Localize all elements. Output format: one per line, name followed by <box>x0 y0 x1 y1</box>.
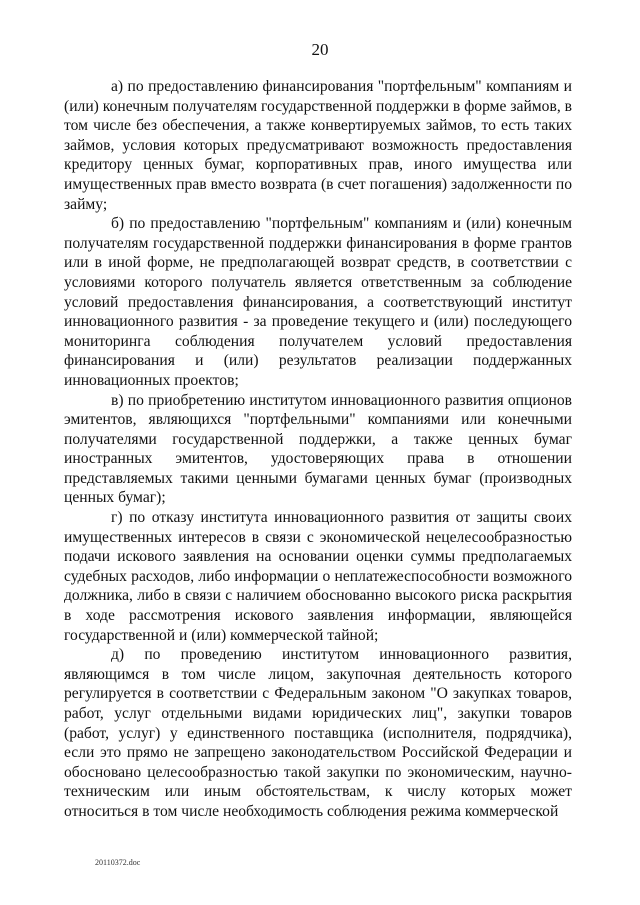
document-filename: 20110372.doc <box>95 858 141 867</box>
paragraph-v: в) по приобретению институтом инновационного развития опционов эмитентов, являющихся "портфельными" компаниями или конечными получателями государственной поддержки, а также ценных бумаг иностранных эмитентов, удостоверяющих права в отношении представляемых такими ценными бумагами ценных бумаг (производных ценных бумаг); <box>64 391 572 507</box>
paragraph-a: а) по предоставлению финансирования "портфельным" компаниям и (или) конечным получателям государственной поддержки в форме займов, в том числе без обеспечения, а также конвертируемых займов, то есть таких займов, условия которых предусматривают возможность предоставления кредитору ценных бумаг, корпоративных прав, иного имущества или имущественных прав вместо возврата (в счет погашения) задолженности по займу; <box>64 78 572 213</box>
paragraph-b: б) по предоставлению "портфельным" компаниям и (или) конечным получателям государственной поддержки финансирования в форме грантов или в иной форме, не предполагающей возврат средств, в соответствии с условиями которого получатель является ответственным за соблюдение условий предоставления финансирования, а соответствующий институт инновационного развития - за проведение текущего и (или) последующего мониторинга соблюдения получателем условий предоставления финансирования и (или) результатов реализации поддержанных инновационных проектов; <box>64 215 572 389</box>
paragraph-g: г) по отказу института инновационного развития от защиты своих имущественных интересов в связи с экономической нецелесообразностью подачи искового заявления на основании оценки суммы предполагаемых судебных расходов, либо информации о неплатежеспособности возможного должника, либо в связи с наличием обоснованно высокого риска раскрытия в ходе рассмотрения искового заявления информации, являющейся государственной и (или) коммерческой тайной; <box>64 509 572 644</box>
paragraph-d: д) по проведению институтом инновационного развития, являющимся в том числе лицом, закупочная деятельность которого регулируется в соответствии с Федеральным законом "О закупках товаров, работ, услуг отдельными видами юридических лиц", закупки товаров (работ, услуг) у единственного поставщика (исполнителя, подрядчика), если это прямо не запрещено законодательством Российской Федерации и обосновано целесообразностью такой закупки по экономическим, научно-техническим или иным обстоятельствам, к числу которых может относиться в том числе необходимость соблюдения режима коммерческой <box>64 646 572 820</box>
document-body <box>64 77 572 822</box>
page-number: 20 <box>311 40 329 59</box>
